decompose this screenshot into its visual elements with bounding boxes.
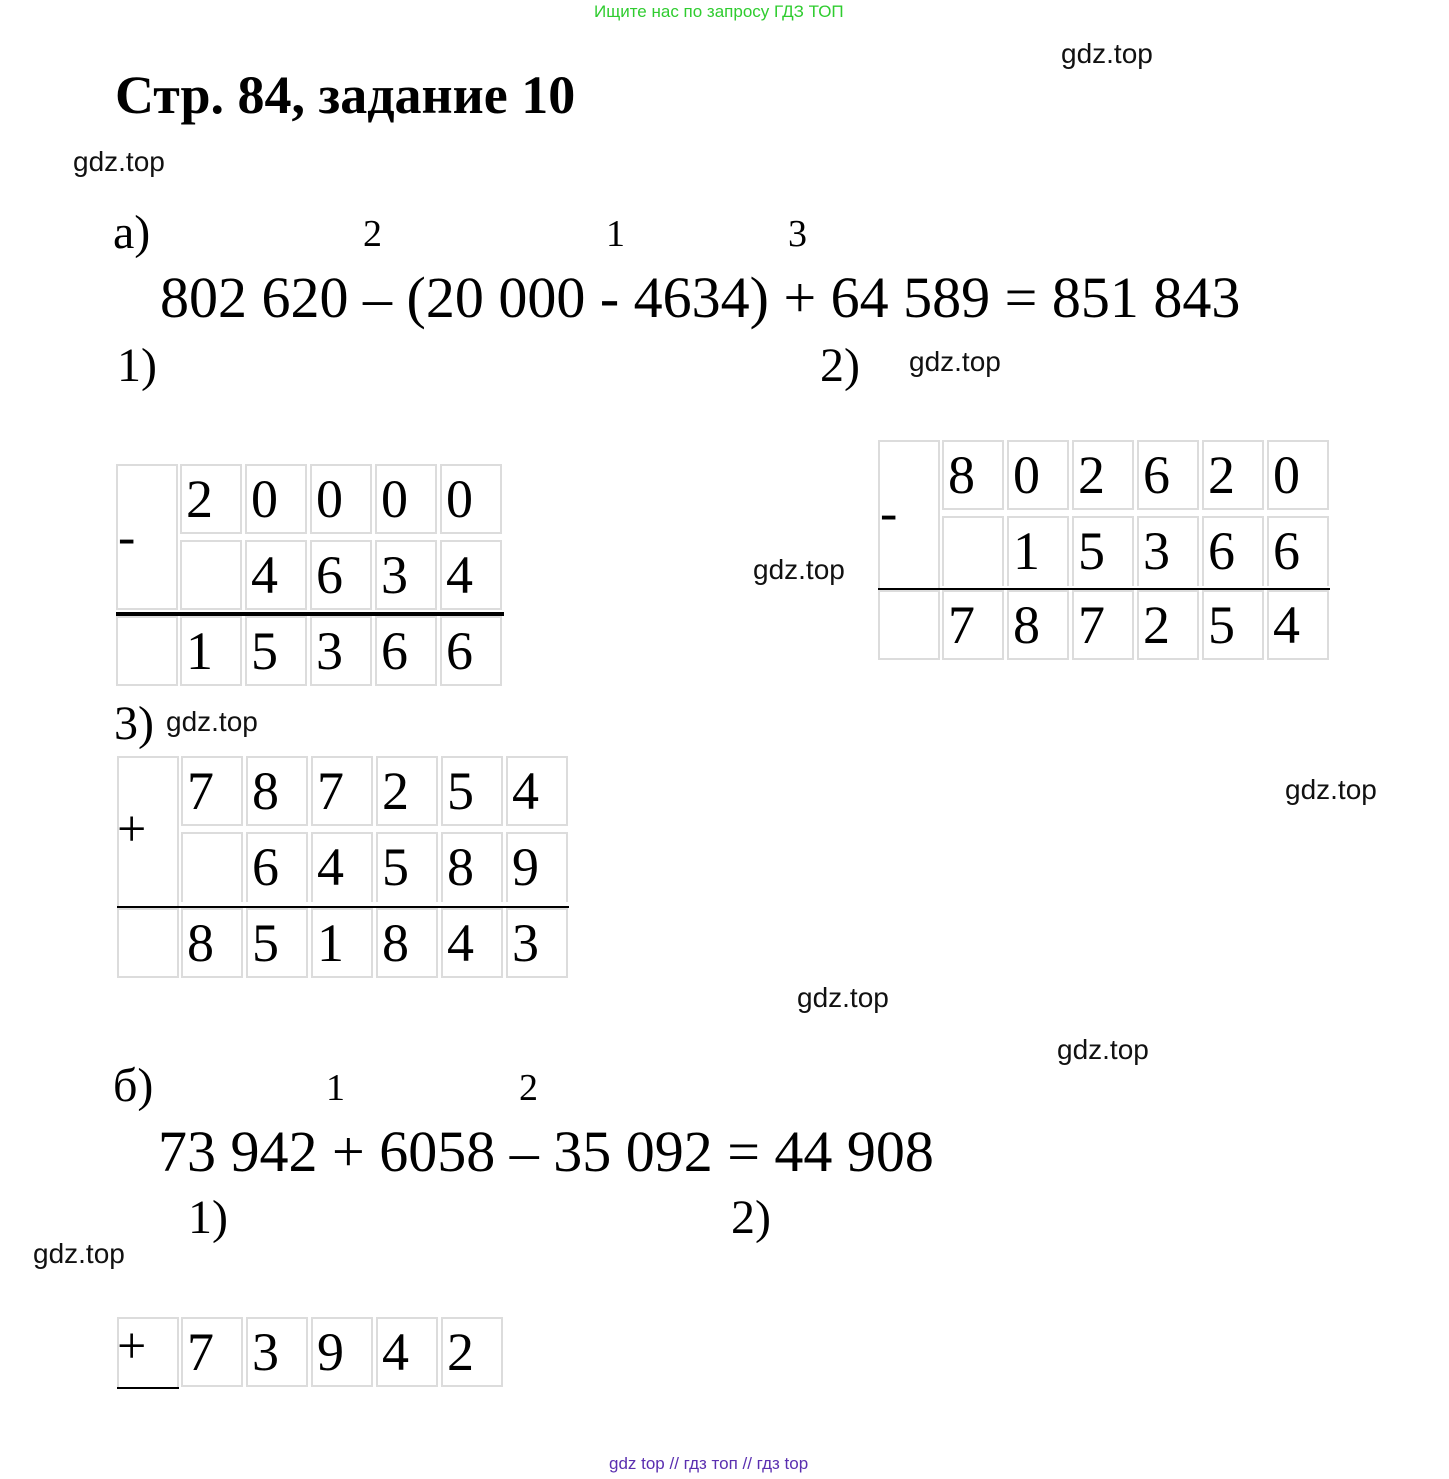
watermark: gdz.top — [909, 346, 1001, 377]
digit-cell: 3 — [1137, 516, 1199, 586]
step-label: 1) — [117, 339, 157, 392]
plus-sign: + — [117, 1318, 147, 1375]
column-subtraction-2 — [878, 440, 1333, 664]
digit-cell: 8 — [246, 756, 308, 826]
watermark: gdz.top — [753, 554, 845, 585]
digit-cell — [942, 516, 1004, 586]
digit-cell: 4 — [441, 908, 503, 978]
digit-cell: 6 — [246, 832, 308, 902]
part-a-label: а) — [113, 206, 151, 259]
watermark: gdz.top — [33, 1238, 125, 1269]
digit-cell: 6 — [1137, 440, 1199, 510]
digit-cell: 1 — [1007, 516, 1069, 586]
digit-cell: 4 — [376, 1317, 438, 1387]
digit-cell: 4 — [245, 540, 307, 610]
operation-order: 2 — [363, 213, 382, 255]
operation-order: 3 — [788, 213, 807, 255]
digit-cell: 3 — [310, 616, 372, 686]
digit-cell: 8 — [942, 440, 1004, 510]
expression: 73 942 + 6058 – 35 092 = 44 908 — [158, 1119, 934, 1184]
watermark: gdz.top — [797, 982, 889, 1013]
digit-cell: 5 — [1202, 590, 1264, 660]
digit-cell: 3 — [506, 908, 568, 978]
digit-cell: 1 — [311, 908, 373, 978]
digit-cell: 7 — [181, 756, 243, 826]
minus-sign: - — [880, 485, 898, 542]
expression: 802 620 – (20 000 - 4634) + 64 589 = 851 843 — [160, 265, 1241, 330]
column-addition-3 — [117, 756, 572, 980]
watermark: gdz.top — [166, 706, 258, 737]
digit-cell: 2 — [376, 756, 438, 826]
digit-cell: 1 — [180, 616, 242, 686]
digit-cell: 0 — [1007, 440, 1069, 510]
digit-cell: 3 — [375, 540, 437, 610]
watermark: gdz.top — [1057, 1034, 1149, 1065]
digit-cell: 0 — [440, 464, 502, 534]
sign-cell — [116, 616, 178, 686]
watermark: gdz.top — [1285, 774, 1377, 805]
digit-cell: 9 — [311, 1317, 373, 1387]
footer-links[interactable]: gdz top // гдз топ // гдз top — [609, 1454, 809, 1473]
digit-cell: 2 — [1137, 590, 1199, 660]
digit-cell: 2 — [1072, 440, 1134, 510]
column-addition-b1 — [117, 1317, 507, 1391]
digit-cell: 7 — [311, 756, 373, 826]
operation-order: 1 — [606, 213, 625, 255]
digit-cell: 5 — [246, 908, 308, 978]
result-line — [117, 1387, 179, 1389]
digit-cell: 2 — [180, 464, 242, 534]
digit-cell: 5 — [376, 832, 438, 902]
minus-sign: - — [118, 509, 136, 566]
page-title: Стр. 84, задание 10 — [115, 65, 576, 125]
plus-sign: + — [117, 801, 147, 858]
sign-cell — [117, 908, 179, 978]
digit-cell: 7 — [942, 590, 1004, 660]
digit-cell: 0 — [310, 464, 372, 534]
operation-order: 1 — [326, 1067, 345, 1109]
watermark: gdz.top — [1061, 38, 1153, 69]
watermark: gdz.top — [73, 146, 165, 177]
digit-cell: 2 — [441, 1317, 503, 1387]
digit-cell: 2 — [1202, 440, 1264, 510]
digit-cell: 4 — [506, 756, 568, 826]
sign-cell — [878, 590, 940, 660]
digit-cell: 5 — [441, 756, 503, 826]
digit-cell: 5 — [245, 616, 307, 686]
top-banner[interactable]: Ищите нас по запросу ГДЗ ТОП — [594, 2, 844, 21]
digit-cell: 6 — [1202, 516, 1264, 586]
digit-cell: 6 — [310, 540, 372, 610]
digit-cell: 6 — [375, 616, 437, 686]
digit-cell: 7 — [181, 1317, 243, 1387]
step-label: 2) — [731, 1191, 771, 1244]
digit-cell: 8 — [1007, 590, 1069, 660]
operation-order: 2 — [519, 1067, 538, 1109]
step-label: 2) — [820, 339, 860, 392]
digit-cell: 7 — [1072, 590, 1134, 660]
digit-cell: 4 — [311, 832, 373, 902]
digit-cell: 0 — [375, 464, 437, 534]
digit-cell: 3 — [246, 1317, 308, 1387]
step-label: 1) — [188, 1191, 228, 1244]
digit-cell: 8 — [181, 908, 243, 978]
column-subtraction-1 — [116, 464, 506, 688]
digit-cell: 9 — [506, 832, 568, 902]
digit-cell: 6 — [440, 616, 502, 686]
digit-cell: 0 — [1267, 440, 1329, 510]
digit-cell: 8 — [376, 908, 438, 978]
digit-cell: 4 — [440, 540, 502, 610]
part-b-label: б) — [113, 1059, 154, 1112]
digit-cell: 6 — [1267, 516, 1329, 586]
digit-cell: 0 — [245, 464, 307, 534]
digit-cell: 4 — [1267, 590, 1329, 660]
digit-cell — [181, 832, 243, 902]
step-label: 3) — [114, 697, 154, 750]
digit-cell: 8 — [441, 832, 503, 902]
digit-cell: 5 — [1072, 516, 1134, 586]
digit-cell — [180, 540, 242, 610]
